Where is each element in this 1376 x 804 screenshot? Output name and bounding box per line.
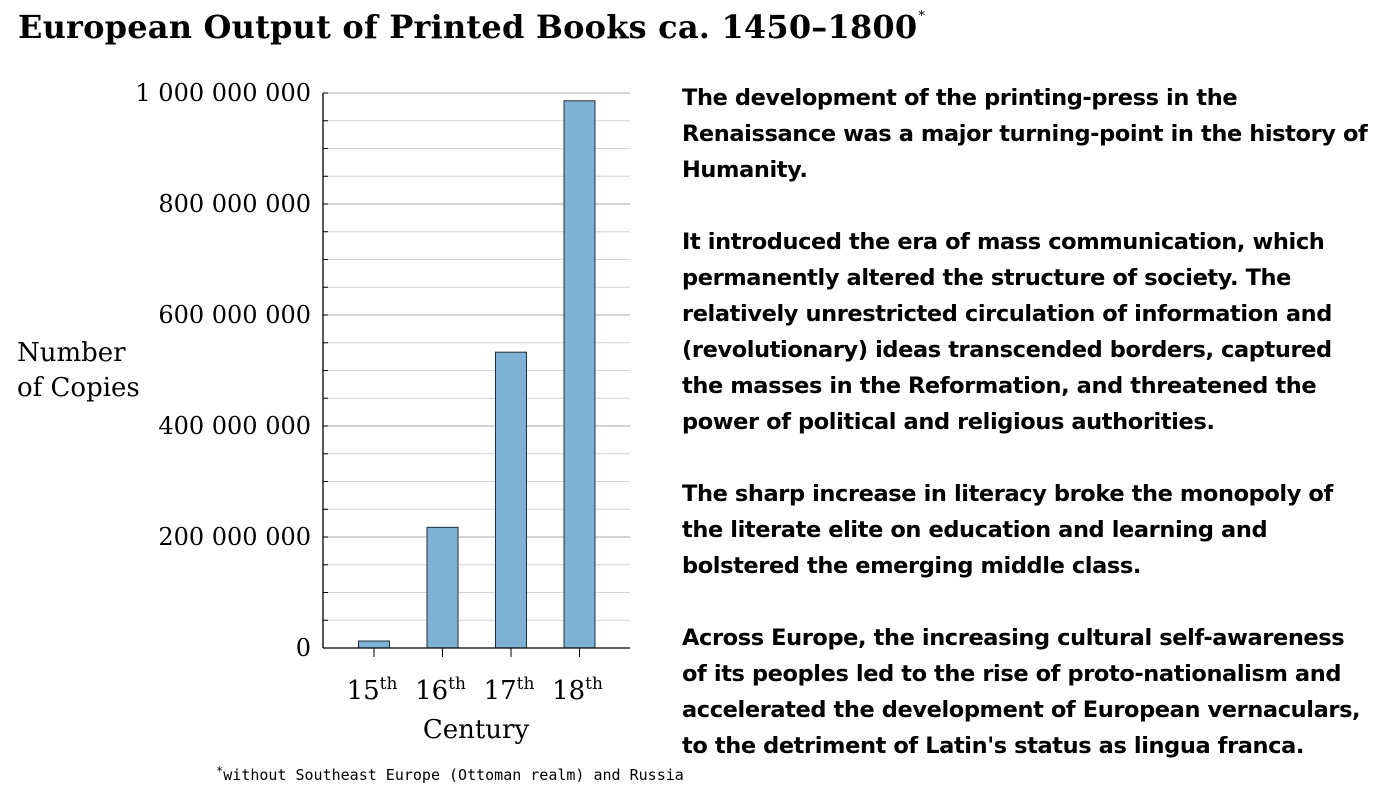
x-tick-label-suffix: th <box>585 674 603 694</box>
paragraph-proto-nationalism: Across Europe, the increasing cultural self-awareness of its peoples led to the rise of proto-nationalism and accelerated the development of European vernaculars, to the detriment of Latin's status as lingua franca. <box>682 625 1361 759</box>
title-footnote-marker: * <box>918 9 926 24</box>
y-tick-label: 1 000 000 000 <box>135 79 311 107</box>
paragraph-mass-communication: It introduced the era of mass communication, which permanently altered the structure of society. The relatively unrestricted circulation of information and (revolutionary) ideas transcended borders, captured the masses in the Reformation, and threatened the power of political and religious authorities. <box>682 229 1332 435</box>
paragraph-literacy: The sharp increase in literacy broke the monopoly of the literate elite on education and learning and bolstered the emerging middle class. <box>682 481 1333 579</box>
y-tick-label: 400 000 000 <box>158 412 311 440</box>
text-panel <box>682 80 1372 800</box>
x-tick-label <box>347 674 398 706</box>
x-tick-label-number: 15 <box>346 676 380 706</box>
bar-18th <box>564 101 595 648</box>
footnote <box>216 764 684 784</box>
bar-17th <box>496 352 527 648</box>
y-tick-label: 600 000 000 <box>158 301 311 329</box>
x-tick-label <box>484 674 535 706</box>
footnote-text: without Southeast Europe (Ottoman realm) and Russia <box>223 766 684 784</box>
paragraph-printing-press: The development of the printing-press in the Renaissance was a major turning-point in the history of Humanity. <box>682 85 1368 183</box>
y-tick-label: 200 000 000 <box>158 523 311 551</box>
x-tick-label-suffix: th <box>448 674 466 694</box>
x-tick-label-suffix: th <box>379 674 398 694</box>
y-tick-labels <box>135 79 311 662</box>
bar-16th <box>427 527 458 648</box>
x-tick-labels <box>347 674 603 706</box>
chart-bars <box>359 101 596 648</box>
x-tick-label-suffix: th <box>516 674 535 694</box>
x-tick-label-number: 16 <box>415 676 449 706</box>
x-tick-label <box>552 674 603 706</box>
y-axis-label-line-1: Number <box>17 338 126 368</box>
y-tick-label: 0 <box>295 634 311 662</box>
page-title-text: European Output of Printed Books ca. 1450–1800 <box>18 8 918 46</box>
footnote-marker: * <box>216 764 224 778</box>
y-axis-label-line-2: of Copies <box>17 373 140 403</box>
x-tick-label-number: 17 <box>483 676 517 706</box>
x-tick-label <box>415 674 466 706</box>
x-tick-label-number: 18 <box>552 676 586 706</box>
bar-15th <box>359 641 390 648</box>
bar-chart <box>0 0 660 760</box>
x-axis-label: Century <box>422 715 530 745</box>
y-tick-label: 800 000 000 <box>158 190 311 218</box>
